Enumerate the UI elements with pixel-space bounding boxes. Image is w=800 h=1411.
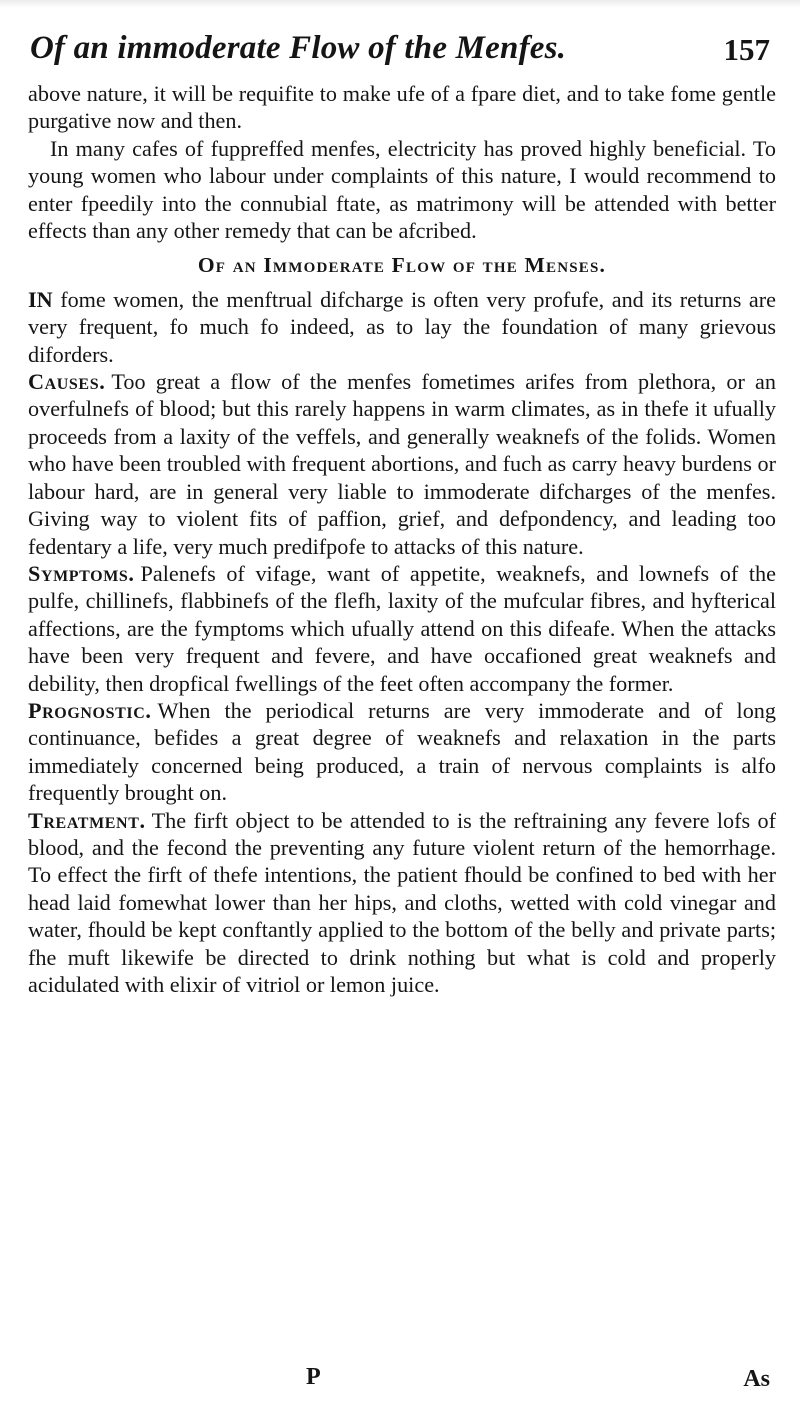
- subsection-label: Symptoms.: [28, 560, 135, 586]
- paragraph-electricity: In many cafes of fuppreffed menfes, electricity has proved highly beneficial. To young women who labour under complaints of this nature, I would recommend to enter fpeedily into the connubial ftate, as matrimony will be attended with better effects than any other remedy that can be afcribed.: [28, 135, 776, 244]
- paragraph-continuation: above nature, it will be requifite to make ufe of a fpare diet, and to take fome gentle purgative now and then.: [28, 81, 776, 134]
- page-top-edge: [0, 0, 800, 8]
- running-header: [28, 30, 770, 76]
- subsection-label: Causes.: [28, 369, 106, 395]
- page-body: [28, 80, 776, 998]
- subsection-text: The firft object to be attended to is the reftraining any fevere lofs of blood, and the fecond the preventing any future violent return of the hemorrhage. To effect the firft of thefe intentions, the patient fhould be confined to bed with her head laid fomewhat lower than her hips, and cloths, wetted with cold vinegar and water, fhould be kept conftantly applied to the bottom of the belly and private parts; fhe muft likewife be directed to drink nothing but what is cold and properly acidulated with elixir of vitriol or lemon juice.: [28, 807, 776, 997]
- subsection-symptoms: [28, 560, 776, 697]
- signature-mark: P: [306, 1364, 321, 1390]
- subsection-label: Prognostic.: [28, 697, 152, 723]
- subsection-text: Too great a flow of the menfes fometimes arifes from plethora, or an overfulnefs of blood; but this rarely happens in warm climates, as in thefe it ufually proceeds from a laxity of the veffels, and generally weaknefs of the folids. Women who have been troubled with frequent abortions, and fuch as carry heavy burdens or labour hard, are in general very liable to immoderate difcharges of the menfes. Giving way to violent fits of paffion, grief, and defpondency, and leading too fedentary a life, very much predifpofe to attacks of this nature.: [28, 369, 776, 559]
- subsection-text: When the periodical returns are very immoderate and of long continuance, befides a great degree of weaknefs and relaxation in the parts immediately concerned being produced, a train of nervous complaints is alfo frequently brought on.: [28, 697, 776, 806]
- section-heading: Of an Immoderate Flow of the Menses.: [197, 253, 607, 278]
- subsection-treatment: [28, 807, 776, 999]
- subsection-label: Treatment.: [28, 807, 146, 833]
- section-intro: [28, 286, 776, 368]
- subsection-text: Palenefs of vifage, want of appetite, weaknefs, and lownefs of the pulfe, chillinefs, flabbinefs of the flefh, laxity of the mufcular fibres, and hyfterical affections, are the fymptoms which ufually attend on this difeafe. When the attacks have been very frequent and fevere, and have occafioned great weaknefs and debility, then dropfical fwellings of the feet often accompany the former.: [28, 560, 776, 696]
- section-intro-text: fome women, the menftrual difcharge is often very profufe, and its returns are very frequent, fo much fo indeed, as to lay the foundation of many grievous diforders.: [28, 286, 776, 367]
- page-number: 157: [723, 32, 770, 67]
- section-intro-dropcap: IN: [28, 286, 53, 312]
- subsection-prognostic: [28, 697, 776, 807]
- catchword: As: [743, 1366, 770, 1392]
- page-footer: [28, 1364, 770, 1396]
- subsection-causes: [28, 368, 776, 560]
- running-title: Of an immoderate Flow of the Menfes.: [30, 30, 567, 66]
